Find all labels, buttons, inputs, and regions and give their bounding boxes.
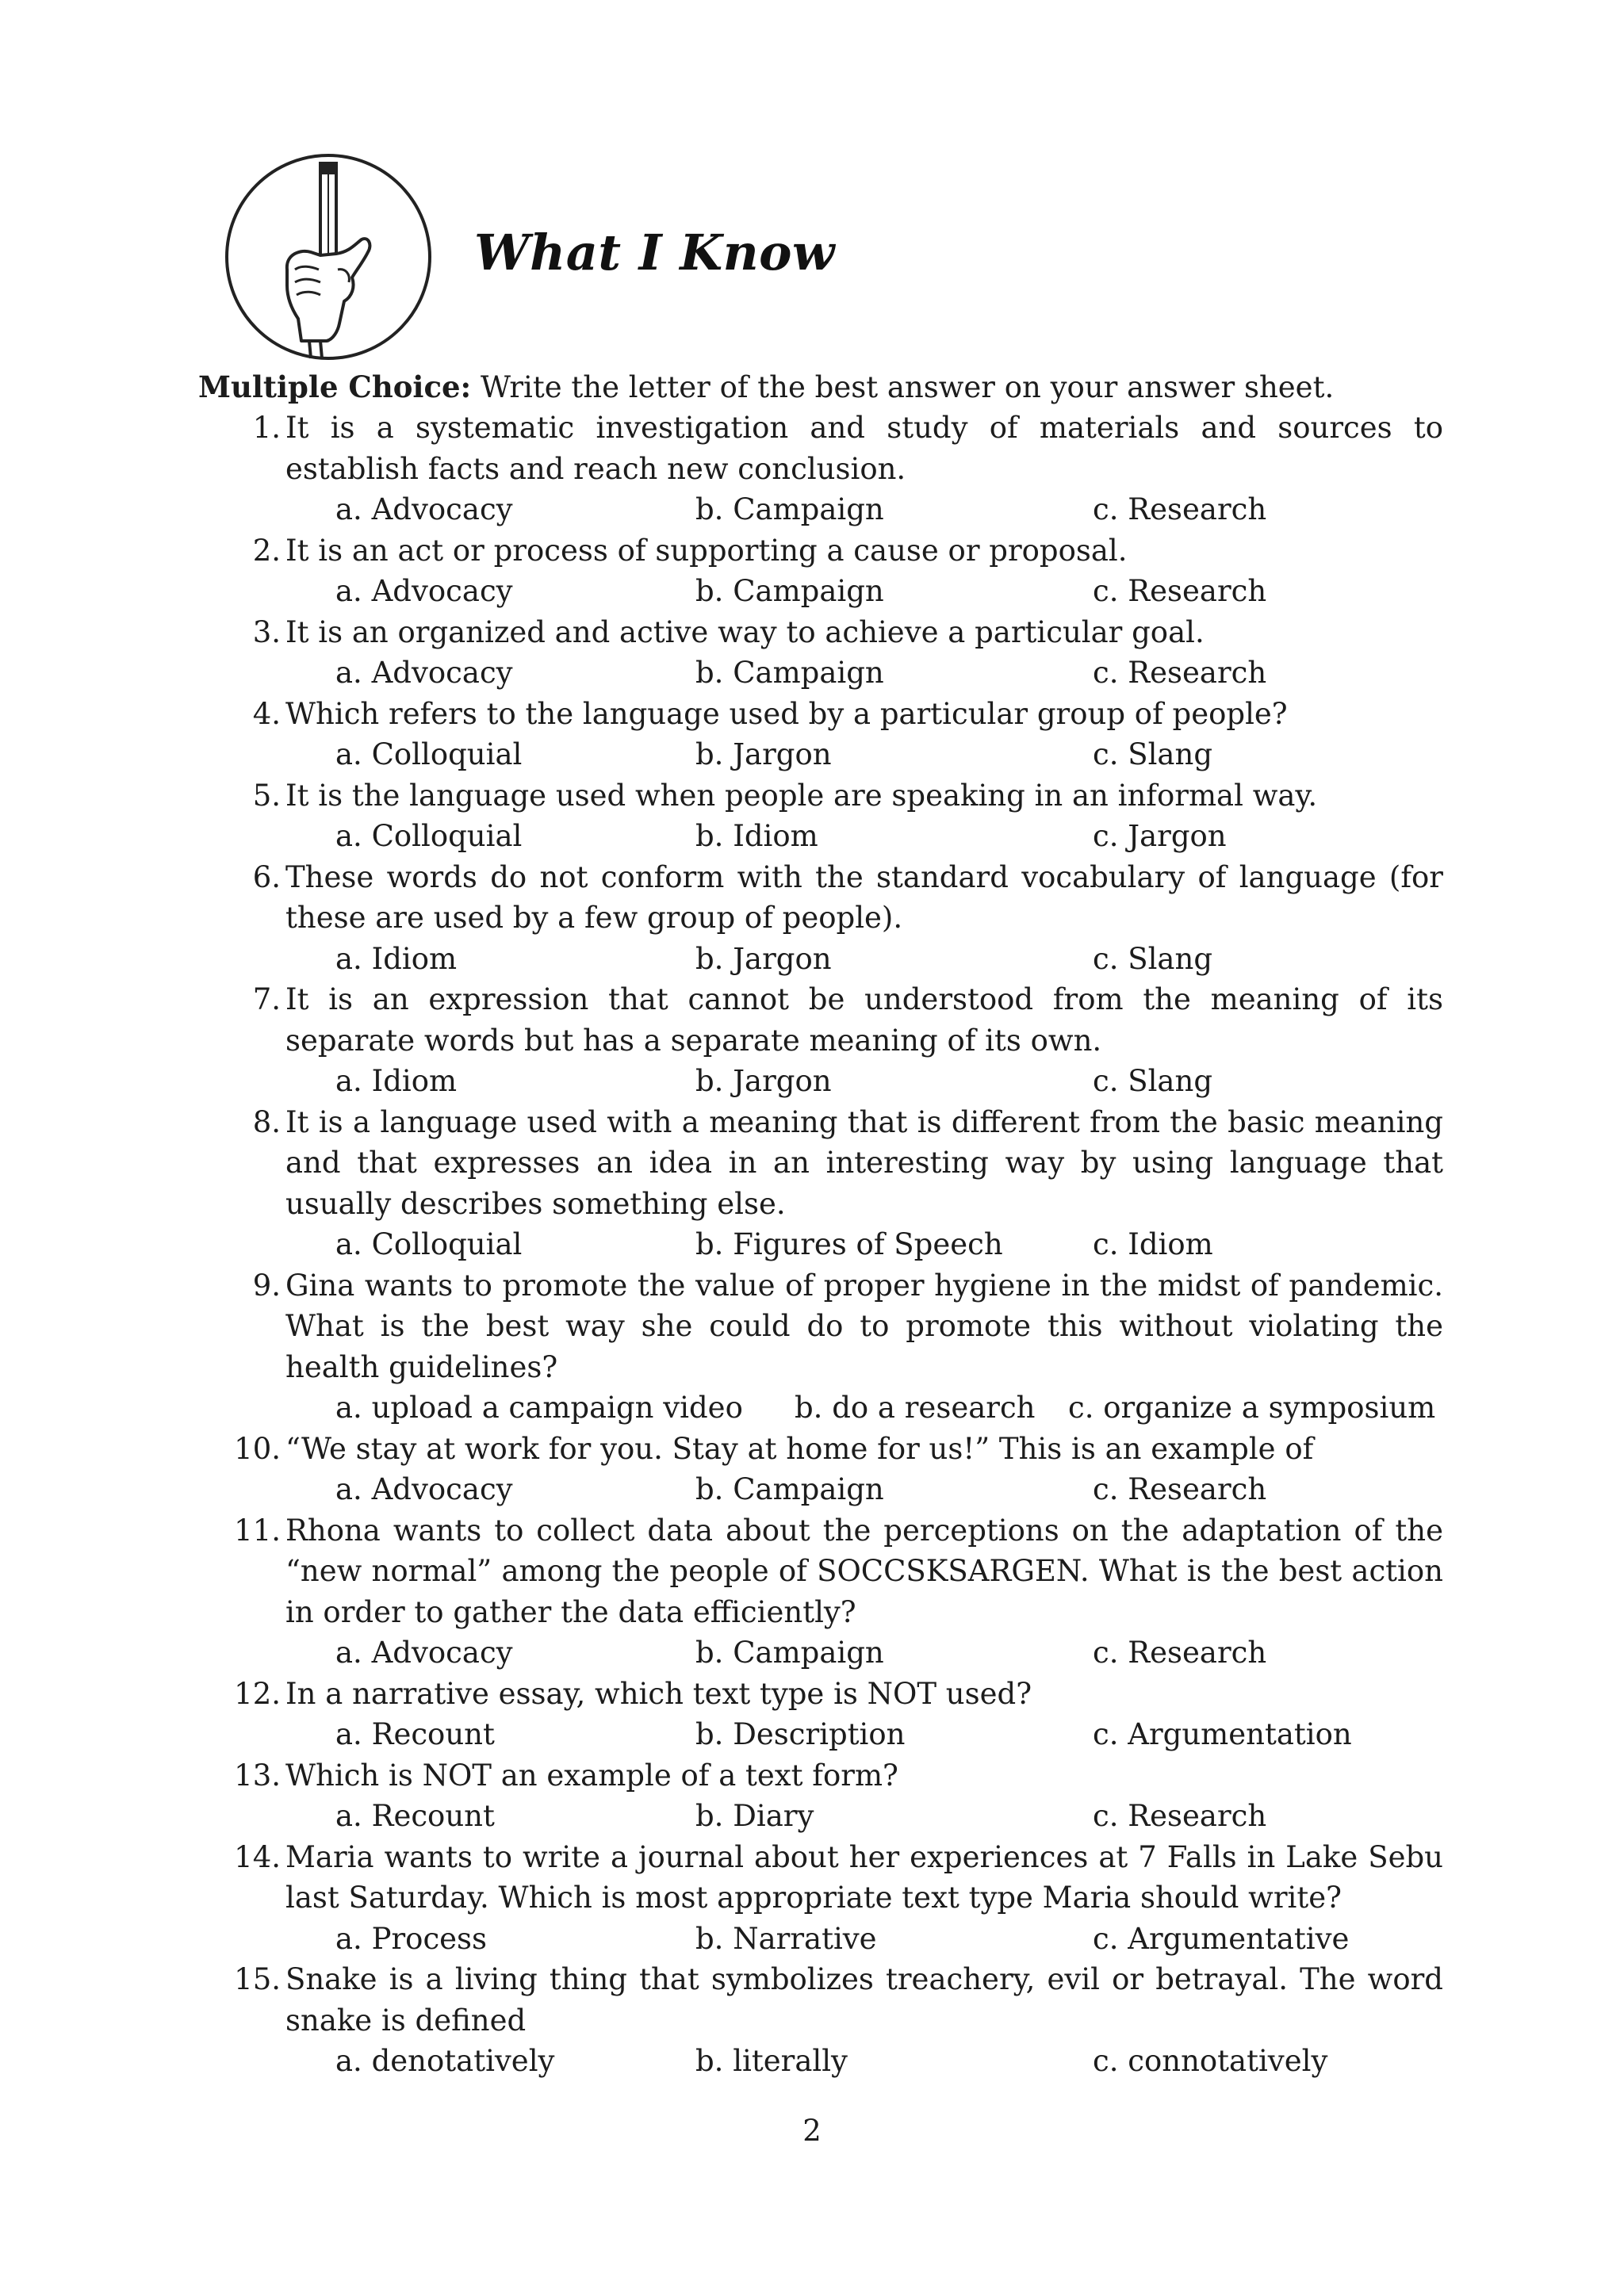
question-item	[198, 1429, 1443, 1510]
question-text: These words do not conform with the standard vocabulary of language (for these are used by a few group of people).	[285, 859, 1443, 935]
question-text: Rhona wants to collect data about the perceptions on the adaptation of the “new normal” among the people of SOCCSKSARGEN. What is the best action in order to gather the data efficiently?	[285, 1513, 1443, 1629]
question-number: 3.	[252, 614, 281, 649]
question-text: Which is NOT an example of a text form?	[285, 1758, 898, 1793]
answer-option: b. do a research	[795, 1391, 1036, 1425]
answer-options	[198, 1714, 1443, 1755]
question-text: It is an act or process of supporting a cause or proposal.	[285, 533, 1128, 568]
answer-option: c. Research	[1093, 492, 1267, 526]
answer-options	[198, 1224, 1443, 1265]
answer-option: c. Slang	[1093, 737, 1212, 771]
answer-option: c. Research	[1093, 1636, 1267, 1670]
answer-option: a. Idiom	[335, 1064, 458, 1098]
answer-option: a. Advocacy	[335, 492, 513, 526]
question-text: Which refers to the language used by a particular group of people?	[285, 696, 1288, 731]
question-text: Maria wants to write a journal about her experiences at 7 Falls in Lake Sebu last Saturday. Which is most appropriate text type Maria should write?	[285, 1839, 1443, 1915]
question-text: It is a language used with a meaning that is different from the basic meaning and that expresses an idea in an interesting way by using language that usually describes something else.	[285, 1104, 1443, 1221]
answer-option: b. Diary	[695, 1799, 814, 1833]
question-item	[198, 1674, 1443, 1755]
answer-option: a. upload a campaign video	[335, 1391, 743, 1425]
answer-option: a. Process	[335, 1921, 488, 1956]
answer-options	[198, 816, 1443, 857]
question-item	[198, 1265, 1443, 1429]
question-number: 8.	[252, 1104, 281, 1139]
question-item	[198, 1102, 1443, 1265]
question-number: 9.	[252, 1268, 281, 1303]
answer-option: b. Figures of Speech	[695, 1227, 1003, 1261]
question-number: 6.	[252, 859, 281, 894]
answer-option: a. Advocacy	[335, 1472, 513, 1506]
answer-option: b. Description	[695, 1717, 906, 1751]
answer-options	[198, 489, 1443, 530]
question-item	[198, 408, 1443, 530]
answer-option: a. Colloquial	[335, 1227, 523, 1261]
answer-options	[198, 1387, 1443, 1429]
answer-options	[198, 734, 1443, 775]
answer-option: a. denotatively	[335, 2044, 555, 2078]
answer-options	[198, 652, 1443, 694]
answer-options	[198, 2041, 1443, 2082]
section-header	[222, 151, 1332, 365]
question-number: 10.	[234, 1431, 281, 1466]
answer-option: b. Campaign	[695, 1472, 884, 1506]
question-number: 2.	[252, 533, 281, 568]
question-text: In a narrative essay, which text type is NOT used?	[285, 1676, 1032, 1711]
answer-option: a. Recount	[335, 1717, 495, 1751]
answer-option: a. Advocacy	[335, 574, 513, 608]
answer-options	[198, 1632, 1443, 1674]
answer-option: c. Slang	[1093, 1064, 1212, 1098]
hand-holding-pencil-icon	[222, 151, 435, 363]
instructions-label: Multiple Choice:	[198, 369, 472, 404]
section-title: What I Know	[474, 224, 835, 281]
question-item	[198, 1959, 1443, 2082]
question-item	[198, 775, 1443, 857]
answer-options	[198, 1061, 1443, 1102]
answer-option: c. Research	[1093, 574, 1267, 608]
question-text: Snake is a living thing that symbolizes treachery, evil or betrayal. The word snake is defined	[285, 1962, 1443, 2038]
question-number: 15.	[234, 1962, 281, 1996]
answer-option: b. Narrative	[695, 1921, 877, 1956]
answer-option: a. Colloquial	[335, 737, 523, 771]
answer-option: b. Idiom	[695, 819, 818, 853]
question-item	[198, 1755, 1443, 1837]
question-text: “We stay at work for you. Stay at home for us!” This is an example of	[285, 1431, 1314, 1466]
question-number: 12.	[234, 1676, 281, 1711]
answer-option: b. Jargon	[695, 737, 832, 771]
question-number: 14.	[234, 1839, 281, 1874]
question-item	[198, 530, 1443, 612]
answer-option: c. Research	[1093, 1799, 1267, 1833]
answer-option: c. Idiom	[1093, 1227, 1213, 1261]
answer-option: c. Argumentative	[1093, 1921, 1350, 1956]
instructions	[198, 366, 1467, 408]
question-text: Gina wants to promote the value of proper hygiene in the midst of pandemic. What is the best way she could do to promote this without violating the health guidelines?	[285, 1268, 1443, 1384]
answer-option: a. Idiom	[335, 941, 458, 976]
answer-option: c. Research	[1093, 656, 1267, 690]
question-number: 4.	[252, 696, 281, 731]
question-text: It is an expression that cannot be understood from the meaning of its separate words but has a separate meaning of its own.	[285, 982, 1443, 1058]
answer-options	[198, 939, 1443, 980]
question-text: It is a systematic investigation and study of materials and sources to establish facts and reach new conclusion.	[285, 411, 1443, 486]
answer-option: b. Jargon	[695, 941, 832, 976]
answer-option: c. Jargon	[1093, 819, 1227, 853]
question-number: 1.	[252, 411, 281, 445]
answer-options	[198, 1469, 1443, 1510]
answer-option: a. Recount	[335, 1799, 495, 1833]
question-text: It is the language used when people are speaking in an informal way.	[285, 778, 1318, 813]
question-item	[198, 612, 1443, 694]
question-item	[198, 694, 1443, 775]
answer-options	[198, 1919, 1443, 1960]
answer-option: c. Slang	[1093, 941, 1212, 976]
page-number: 2	[802, 2114, 822, 2148]
question-number: 5.	[252, 778, 281, 813]
answer-option: c. connotatively	[1093, 2044, 1328, 2078]
answer-option: b. Campaign	[695, 574, 884, 608]
answer-option: b. Campaign	[695, 656, 884, 690]
question-item	[198, 979, 1443, 1102]
answer-option: b. Campaign	[695, 1636, 884, 1670]
answer-option: b. Campaign	[695, 492, 884, 526]
answer-option: a. Advocacy	[335, 1636, 513, 1670]
question-item	[198, 1510, 1443, 1674]
question-list	[198, 408, 1443, 2082]
answer-option: a. Colloquial	[335, 819, 523, 853]
question-item	[198, 857, 1443, 980]
answer-options	[198, 571, 1443, 612]
answer-option: b. literally	[695, 2044, 848, 2078]
instructions-text: Write the letter of the best answer on your answer sheet.	[471, 370, 1335, 404]
question-number: 13.	[234, 1758, 281, 1793]
answer-options	[198, 1796, 1443, 1837]
answer-option: c. organize a symposium	[1068, 1391, 1436, 1425]
question-number: 11.	[234, 1513, 281, 1548]
answer-option: a. Advocacy	[335, 656, 513, 690]
question-number: 7.	[252, 982, 281, 1016]
answer-option: c. Research	[1093, 1472, 1267, 1506]
question-item	[198, 1837, 1443, 1960]
answer-option: b. Jargon	[695, 1064, 832, 1098]
answer-option: c. Argumentation	[1093, 1717, 1352, 1751]
question-text: It is an organized and active way to achieve a particular goal.	[285, 614, 1205, 649]
